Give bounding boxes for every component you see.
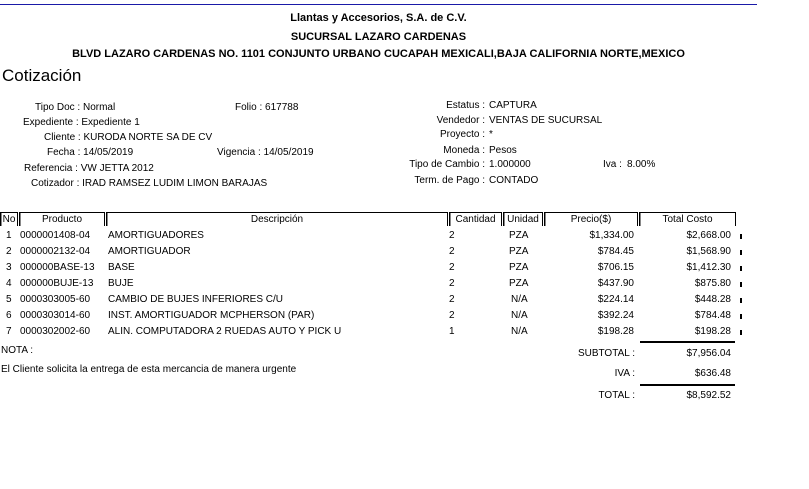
row-descripcion: ALIN. COMPUTADORA 2 RUEDAS AUTO Y PICK U (108, 326, 342, 337)
vendedor-label: Vendedor : (436, 115, 485, 126)
row-no: 3 (6, 262, 12, 273)
fecha: Fecha : 14/05/2019 (47, 147, 134, 158)
row-producto: 0000302002-60 (20, 326, 91, 337)
row-cantidad: 2 (449, 230, 455, 241)
row-descripcion: AMORTIGUADORES (108, 230, 204, 241)
row-total: $784.48 (694, 310, 731, 321)
row-unidad: N/A (511, 310, 528, 321)
col-header-unidad: Unidad (503, 212, 543, 226)
row-marker (740, 298, 742, 303)
row-precio: $706.15 (597, 262, 634, 273)
iva-rate-label: Iva : (603, 159, 622, 170)
iva-total-label: IVA : (614, 368, 635, 379)
row-total: $1,568.90 (686, 246, 731, 257)
row-unidad: PZA (509, 278, 529, 289)
row-producto: 0000002132-04 (20, 246, 91, 257)
cotizador: Cotizador : IRAD RAMSEZ LUDIM LIMON BARAJAS (31, 178, 268, 189)
total-value: $8,592.52 (686, 390, 731, 401)
row-marker (740, 266, 742, 271)
row-no: 4 (6, 278, 12, 289)
row-descripcion: AMORTIGUADOR (108, 246, 191, 257)
estatus-value: CAPTURA (489, 100, 537, 111)
total-label: TOTAL : (598, 390, 635, 401)
row-cantidad: 2 (449, 262, 455, 273)
col-header-descripcion: Descripción (106, 212, 448, 226)
row-no: 1 (6, 230, 12, 241)
tipo-cambio-label: Tipo de Cambio : (409, 159, 485, 170)
row-marker (740, 314, 742, 319)
row-unidad: PZA (509, 262, 529, 273)
row-total: $1,412.30 (686, 262, 731, 273)
row-precio: $437.90 (597, 278, 634, 289)
cliente: Cliente : KURODA NORTE SA DE CV (44, 132, 213, 143)
branch-address: BLVD LAZARO CARDENAS NO. 1101 CONJUNTO URBANO CUCAPAH MEXICALI,BAJA CALIFORNIA NORTE,MEXICO (72, 48, 685, 60)
row-cantidad: 2 (449, 278, 455, 289)
row-producto: 0000303005-60 (20, 294, 91, 305)
top-border-line (0, 4, 757, 5)
nota-text: El Cliente solicita la entrega de esta mercancia de manera urgente (1, 364, 297, 375)
row-marker (740, 234, 742, 239)
row-unidad: N/A (511, 326, 528, 337)
row-descripcion: BUJE (108, 278, 134, 289)
row-cantidad: 2 (449, 294, 455, 305)
company-name: Llantas y Accesorios, S.A. de C.V. (290, 12, 467, 24)
row-precio: $198.28 (597, 326, 634, 337)
iva-total-value: $636.48 (694, 368, 731, 379)
folio: Folio : 617788 (235, 102, 299, 113)
subtotal-rule (640, 341, 735, 343)
nota-label: NOTA : (1, 345, 34, 356)
moneda-value: Pesos (489, 145, 517, 156)
term-pago-value: CONTADO (489, 175, 539, 186)
row-unidad: N/A (511, 294, 528, 305)
row-producto: 000000BUJE-13 (20, 278, 94, 289)
iva-rate-value: 8.00% (627, 159, 656, 170)
branch-name: SUCURSAL LAZARO CARDENAS (290, 31, 467, 43)
total-rule (640, 384, 735, 386)
row-total: $448.28 (694, 294, 731, 305)
row-producto: 0000303014-60 (20, 310, 91, 321)
vendedor-value: VENTAS DE SUCURSAL (489, 115, 603, 126)
row-producto: 000000BASE-13 (20, 262, 95, 273)
moneda-label: Moneda : (443, 145, 485, 156)
subtotal-value: $7,956.04 (686, 348, 731, 359)
col-header-producto: Producto (19, 212, 105, 226)
referencia: Referencia : VW JETTA 2012 (24, 163, 154, 174)
row-unidad: PZA (509, 230, 529, 241)
row-descripcion: INST. AMORTIGUADOR MCPHERSON (PAR) (108, 310, 315, 321)
term-pago-label: Term. de Pago : (414, 175, 485, 186)
row-total: $875.80 (694, 278, 731, 289)
row-precio: $392.24 (597, 310, 634, 321)
proyecto-label: Proyecto : (439, 129, 485, 140)
row-marker (740, 330, 742, 335)
tipo-cambio-value: 1.000000 (489, 159, 531, 170)
col-header-total-costo: Total Costo (639, 212, 736, 226)
row-cantidad: 1 (449, 326, 455, 337)
row-unidad: PZA (509, 246, 529, 257)
row-no: 5 (6, 294, 12, 305)
row-no: 7 (6, 326, 12, 337)
row-precio: $224.14 (597, 294, 634, 305)
subtotal-label: SUBTOTAL : (577, 348, 635, 359)
row-marker (740, 250, 742, 255)
row-no: 6 (6, 310, 12, 321)
row-cantidad: 2 (449, 246, 455, 257)
vigencia: Vigencia : 14/05/2019 (217, 147, 314, 158)
row-producto: 0000001408-04 (20, 230, 91, 241)
estatus-label: Estatus : (446, 100, 485, 111)
page-title: Cotización (2, 66, 82, 85)
row-cantidad: 2 (449, 310, 455, 321)
expediente: Expediente : Expediente 1 (23, 117, 140, 128)
row-total: $198.28 (694, 326, 731, 337)
row-precio: $784.45 (597, 246, 634, 257)
tipo-doc: Tipo Doc : Normal (35, 102, 116, 113)
row-precio: $1,334.00 (589, 230, 634, 241)
row-descripcion: BASE (108, 262, 135, 273)
row-no: 2 (6, 246, 12, 257)
proyecto-value: * (489, 129, 493, 140)
row-marker (740, 282, 742, 287)
row-descripcion: CAMBIO DE BUJES INFERIORES C/U (108, 294, 284, 305)
row-total: $2,668.00 (686, 230, 731, 241)
col-header-precio: Precio($) (544, 212, 638, 226)
col-header-no: No (0, 212, 18, 226)
col-header-cantidad: Cantidad (449, 212, 502, 226)
